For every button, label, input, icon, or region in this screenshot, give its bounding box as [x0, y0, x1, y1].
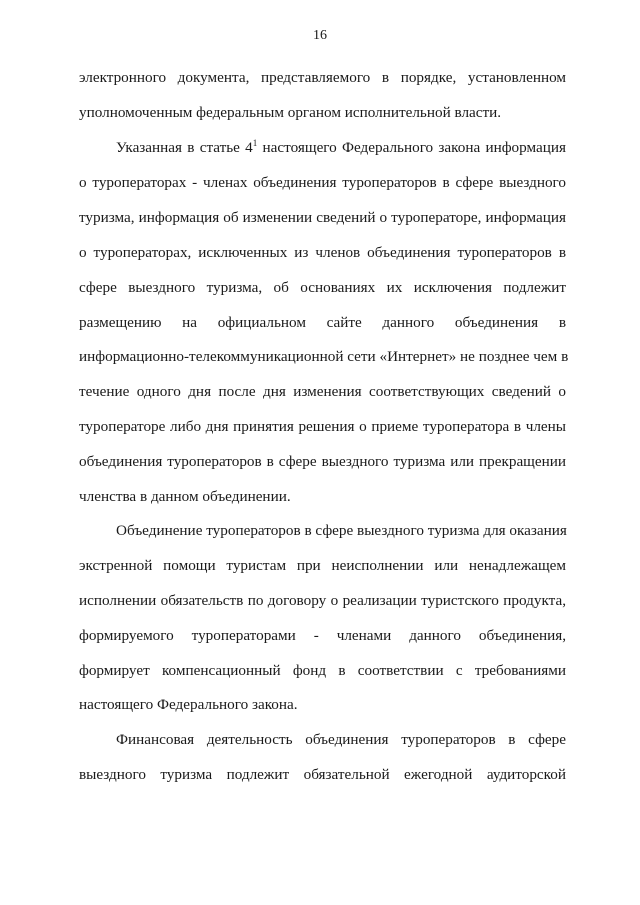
paragraph-3-line-6: настоящего Федерального закона. — [79, 696, 298, 713]
paragraph-3-line-4: формируемого туроператорами - членами данного объединения, — [79, 627, 566, 644]
paragraph-3-line-1: Объединение туроператоров в сфере выездного туризма для оказания — [116, 522, 567, 539]
paragraph-3-line-5: формирует компенсационный фонд в соответствии с требованиями — [79, 662, 566, 679]
paragraph-1-line-1: электронного документа, представляемого в порядке, установленном — [79, 69, 566, 86]
paragraph-4-line-2: выездного туризма подлежит обязательной ежегодной аудиторской — [79, 766, 566, 783]
paragraph-2-line-10: объединения туроператоров в сфере выездного туризма или прекращении — [79, 453, 566, 470]
paragraph-2-line-5: сфере выездного туризма, об основаниях их исключения подлежит — [79, 279, 566, 296]
paragraph-2-line-7: информационно-телекоммуникационной сети «Интернет» не позднее чем в — [79, 348, 569, 365]
paragraph-2-line-11: членства в данном объединении. — [79, 488, 291, 505]
paragraph-2-text-a: Указанная в статье 4 — [116, 139, 253, 156]
paragraph-4-line-1: Финансовая деятельность объединения туроператоров в сфере — [116, 731, 566, 748]
paragraph-2-line-3: туризма, информация об изменении сведений о туроператоре, информация — [79, 209, 566, 226]
page-number: 16 — [313, 28, 327, 43]
paragraph-3-line-3: исполнении обязательств по договору о реализации туристского продукта, — [79, 592, 566, 609]
paragraph-2-line-1 — [116, 138, 566, 158]
paragraph-1-line-2: уполномоченным федеральным органом исполнительной власти. — [79, 104, 502, 121]
paragraph-2-line-9: туроператоре либо дня принятия решения о приеме туроператора в члены — [79, 418, 566, 435]
paragraph-2-line-6: размещению на официальном сайте данного объединения в — [79, 314, 566, 331]
paragraph-2-line-2: о туроператорах - членах объединения туроператоров в сфере выездного — [79, 174, 566, 191]
paragraph-2-text-b: настоящего Федерального закона информация — [257, 139, 567, 156]
paragraph-3-line-2: экстренной помощи туристам при неисполнении или ненадлежащем — [79, 557, 566, 574]
paragraph-2-line-4: о туроператорах, исключенных из членов объединения туроператоров в — [79, 244, 566, 261]
paragraph-2-line-8: течение одного дня после дня изменения соответствующих сведений о — [79, 383, 566, 400]
article-superscript: 1 — [252, 138, 258, 148]
